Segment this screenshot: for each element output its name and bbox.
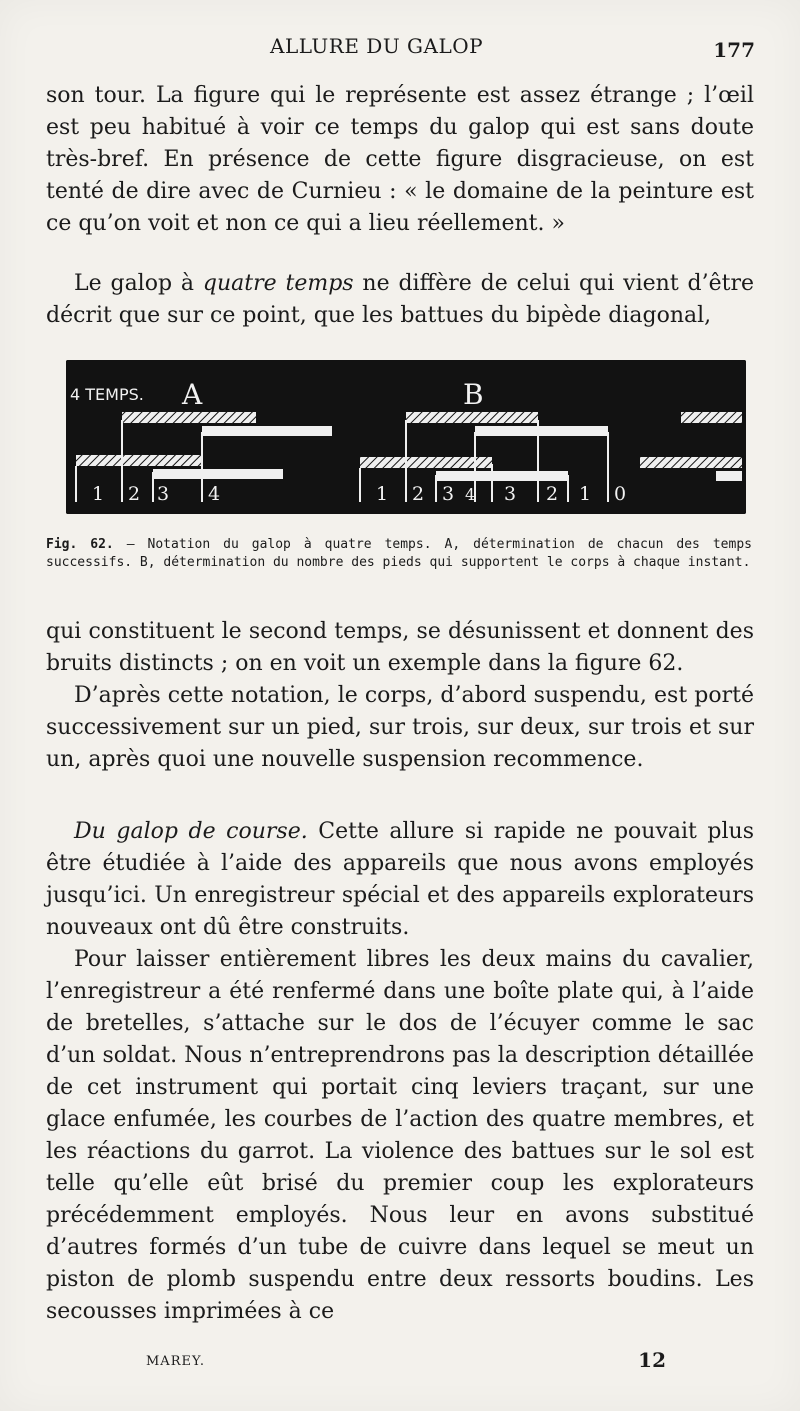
paragraph-quatre-temps-emphasis: quatre temps [202,271,354,296]
a-bar-top-hatched [122,412,256,423]
b-number-1: 1 [376,483,389,505]
right-bar-top-hatched [681,412,742,423]
a-number-3: 3 [157,483,170,505]
figure-label-b: B [463,378,484,411]
a-bar-bottom-white [153,469,283,479]
page-header [50,34,755,66]
figure-caption-text: — Notation du galop à quatre temps. A, détermination de chacun des temps successifs. B, détermination du nombre des pieds qui supportent le corps à chaque instant. [46,537,752,570]
figure-label-temps: 4 TEMPS. [70,385,144,404]
running-title: ALLURE DU GALOP [270,34,484,58]
author-signature-mark: MAREY. [146,1354,206,1369]
b-number-8: 0 [614,483,627,505]
b-number-3: 3 [442,483,455,505]
text-block-top [46,80,754,240]
b-number-5: 3 [504,483,517,505]
b-number-6: 2 [546,483,559,505]
paragraph-quatre-temps [46,268,754,332]
b-number-7: 1 [579,483,592,505]
figure-62 [66,360,746,514]
figure-caption [46,536,752,572]
gait-notation-diagram [66,360,746,514]
paragraph-galop-course-emphasis: Du galop de course. [74,819,308,844]
right-bar-bottom-hatched [640,457,742,468]
a-number-1: 1 [92,483,105,505]
b-bar-top-white [475,426,608,436]
paragraph-galop-course [46,816,754,944]
paragraph-second-temps: qui constituent le second temps, se désunissent et donnent des bruits distincts ; on en voit un exemple dans la figure 62. [46,619,754,676]
paragraph-enregistreur: Pour laisser entièrement libres les deux mains du cavalier, l’enregistreur a été renfermé dans une boîte plate qui, à l’aide de bretelles, s’attache sur le dos de l’écuyer comme le sac d’un soldat. Nous n’entreprendrons pas la description détaillée de cet instrument qui portait cinq leviers traçant, sur une glace enfumée, les courbes de l’action des quatre membres, et les réactions du garrot. La violence des battues sur le sol est telle qu’elle eût brisé du premier coup les explorateurs précédemment employés. Nous leur en avons substitué d’autres formés d’un tube de cuivre dans lequel se meut un piston de plomb suspendu entre deux ressorts boudins. Les secousses imprimées à ce [46,947,754,1324]
sheet-signature-number: 12 [638,1348,666,1372]
text-block-after-figure [46,616,754,776]
right-bar-bottom-white [716,471,742,481]
paragraph-notation: D’après cette notation, le corps, d’abord suspendu, est porté successivement sur un pied, sur trois, sur deux, sur trois et sur un, après quoi une nouvelle suspension recommence. [46,683,754,772]
a-number-2: 2 [128,483,141,505]
a-bar-top-white [202,426,332,436]
b-number-4: 4 [465,485,476,504]
paragraph-quatre-temps-end: ne diffère de celui qui vient d’être décrit que sur ce point, que les battues du bipède diagonal, [46,271,754,328]
a-bar-bottom-hatched [76,455,202,466]
figure-label-a: A [182,378,203,411]
text-block-galop-course [46,816,754,1328]
a-number-4: 4 [208,483,221,505]
paragraph-quatre-temps-start: Le galop à [74,271,203,296]
b-bar-top-hatched [406,412,538,423]
paragraph-galop-course-text: Cette allure si rapide ne pouvait plus être étudiée à l’aide des appareils que nous avons employés jusqu’ici. Un enregistreur spécial et des appareils explorateurs nouveaux ont dû être construits. [46,819,755,940]
text-block-before-figure [46,268,754,332]
b-bar-bottom-hatched [360,457,492,468]
paragraph-continuation: son tour. La figure qui le représente est assez étrange ; l’œil est peu habitué à voir ce temps du galop qui est sans doute très-bref. En présence de cette figure disgracieuse, on est tenté de dire avec de Curnieu : « le domaine de la peinture est ce qu’on voit et non ce qui a lieu réellement. » [46,83,754,236]
page-footer [146,1348,666,1376]
b-number-2: 2 [412,483,425,505]
b-bar-bottom-white [436,471,568,481]
page-number: 177 [713,38,755,62]
figure-caption-label: Fig. 62. [46,537,114,552]
